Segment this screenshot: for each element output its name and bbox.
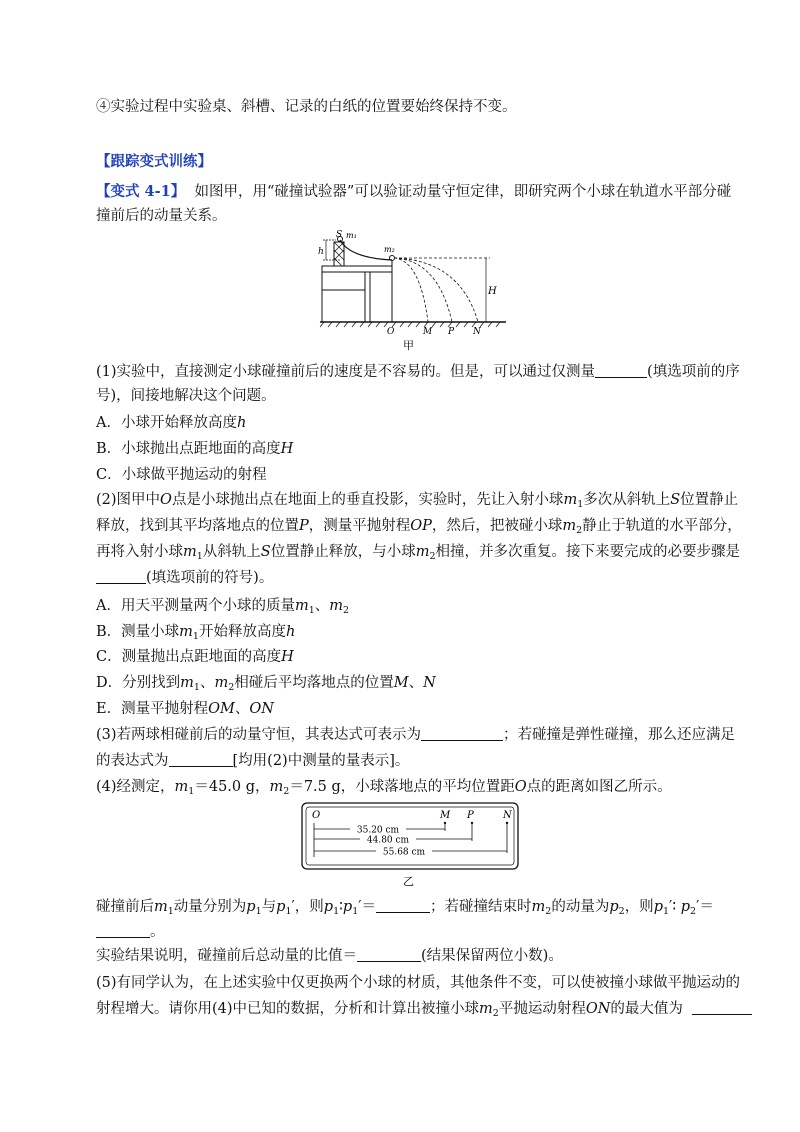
q5-line2: 射程增大。请你用(4)中已知的数据，分析和计算出被撞小球$m_2$平抛运动射程ON的最大值为 [96,999,736,1019]
q5-line1: (5)有同学认为，在上述实验中仅更换两个小球的材质，其他条件不变，可以使被撞小球做平抛运动的 [96,975,741,991]
ratio-line: 实验结果说明，碰撞前后总动量的比值＝ (结果保留两位小数)。 [96,948,563,964]
q2-line4: (填选项前的符号)。 [96,568,736,588]
figure-yi-caption: 乙 [403,875,414,888]
q2-answer-blank [96,569,146,584]
q1-option-b: B．小球抛出点距地面的高度H [96,441,294,457]
momentum-line-2: 。 [96,922,736,942]
figure-yi [300,801,522,889]
intro-text: 如图甲，用“碰撞试验器”可以验证动量守恒定律，即研究两个小球在轨道水平部分碰 [194,184,732,200]
q2-line1: (2)图甲中O点是小球抛出点在地面上的垂直投影，实验时，先让入射小球$m_1$多次从斜轨上S位置静止 [96,492,739,510]
fig2-label-P: P [467,810,474,821]
q1-option-a: A．小球开始释放高度h [96,415,247,431]
momentum-line: 碰撞前后$m_1$动量分别为$p_1$与$p_1'$，则$p_1∶p_1'=$ ；若碰撞结束时$m_2$的动量为$p_2$，则$p_1'∶$ $p_2'=$ [96,899,714,917]
fig2-label-O: O [312,810,321,821]
fig2-dist-ON: 55.68 cm [382,847,426,858]
fig-label-h: h [318,247,324,257]
section-title: 【跟踪变式训练】 [96,153,212,170]
q5-answer-blank [692,1000,752,1015]
figure-jia-caption: 甲 [403,339,414,352]
q2-option-a: A．用天平测量两个小球的质量$m_1$、$m_2$ [96,598,350,616]
fig-label-M: M [423,327,433,337]
q2-option-c: C．测量抛出点距地面的高度H [96,649,294,665]
ratio-blank-1 [376,898,430,913]
fig2-dist-OM: 35.20 cm [356,825,400,836]
fig2-label-N: N [503,810,512,821]
fig-label-m1: m₁ [346,231,357,240]
fig-label-H: H [488,286,497,297]
variant-intro-line2: 撞前后的动量关系。 [96,208,227,224]
fig2-label-M: M [440,810,451,821]
q1-option-c: C．小球做平抛运动的射程 [96,467,267,483]
q3-line1: (3)若两球相碰前后的动量守恒，其表达式可表示为 ；若碰撞是弹性碰撞，那么还应满足 [96,727,736,743]
ratio-blank-2 [96,923,150,938]
q2-line2: 释放，找到其平均落地点的位置P，测量平抛射程OP，然后，把被碰小球$m_2$静止于轨道的水平部分， [96,518,742,536]
q2-option-e: E．测量平抛射程OM、ON [96,701,274,717]
fig-label-O: O [387,327,395,337]
figure-jia [310,228,510,352]
fig-label-m2: m₂ [384,245,395,254]
fig-label-S: S [336,230,343,240]
variant-intro-line1 [96,182,736,202]
variant-tag: 【变式 4-1】 [96,183,186,200]
fig-label-P: P [448,327,455,337]
q1-line2: 号)，间接地解决这个问题。 [96,388,276,404]
q1-answer-blank [595,363,647,378]
fig2-dist-OP: 44.80 cm [366,835,410,846]
q2-line3: 再将入射小球$m_1$从斜轨上S位置静止释放，与小球$m_2$相撞，并多次重复。接下来要完成的必要步骤是 [96,544,741,562]
q1-line1: (1)实验中，直接测定小球碰撞前后的速度是不容易的。但是，可以通过仅测量 (填选项前的序 [96,364,740,380]
note-4: ④实验过程中实验桌、斜槽、记录的白纸的位置要始终保持不变。 [96,99,517,115]
q2-option-b: B．测量小球$m_1$开始释放高度h [96,624,296,642]
q3-blank-elastic [169,752,233,767]
ratio-blank-3 [357,947,421,962]
q3-line2: 的表达式为 [均用(2)中测量的量表示]。 [96,753,410,769]
fig-label-N: N [473,327,481,337]
q3-blank-momentum [421,726,503,741]
q4-line1: (4)经测定，$m_1=45.0$ g，$m_2=7.5$ g，小球落地点的平均位置距O点的距离如图乙所示。 [96,779,672,797]
q2-option-d: D．分别找到$m_1$、$m_2$相碰后平均落地点的位置M、N [96,675,436,693]
